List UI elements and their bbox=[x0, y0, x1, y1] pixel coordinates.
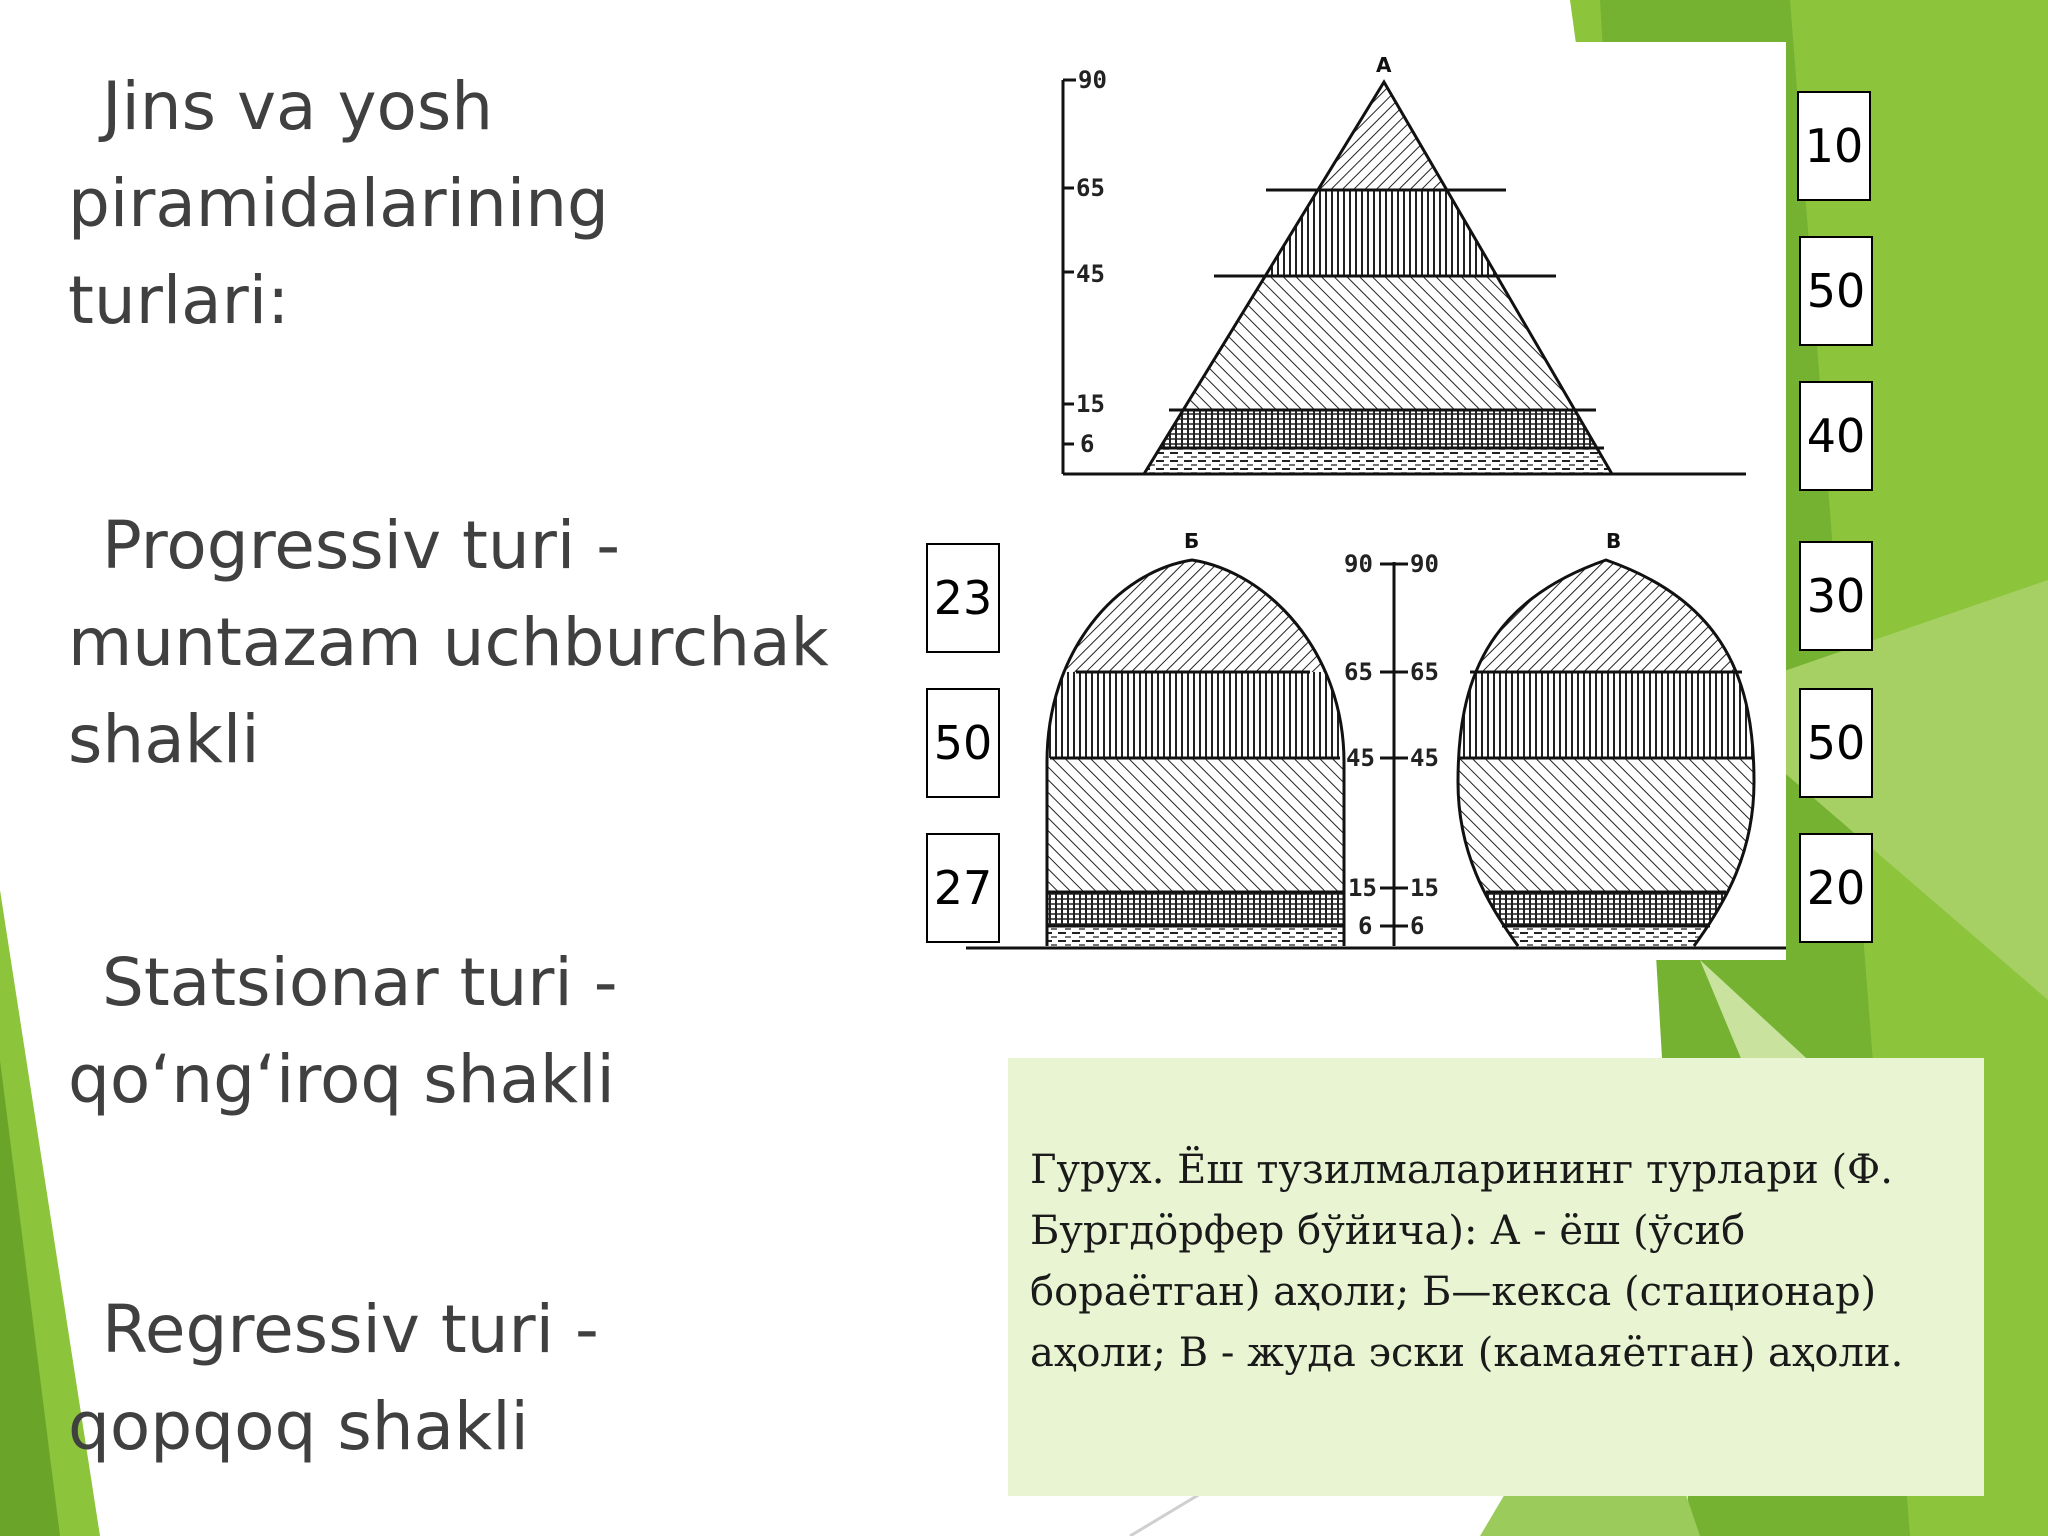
pyramid-b-label: Б bbox=[1184, 529, 1200, 553]
scale-top-tick-45: 45 bbox=[1076, 260, 1105, 288]
stationary-type-text bbox=[68, 934, 618, 1128]
box-b-middle: 50 bbox=[926, 688, 1000, 798]
regressive-line-2: qopqoq shakli bbox=[68, 1388, 529, 1465]
box-a-top: 10 bbox=[1797, 91, 1871, 201]
box-a-bottom: 40 bbox=[1799, 381, 1873, 491]
pyramid-c bbox=[1451, 552, 1761, 946]
pyramid-a-band-15-45 bbox=[1136, 276, 1616, 410]
scale-bottom-right-15: 15 bbox=[1410, 874, 1439, 902]
regressive-line-1: Regressiv turi - bbox=[102, 1291, 599, 1368]
pyramid-b-band-65-90 bbox=[1041, 552, 1351, 672]
scale-bottom-right-6: 6 bbox=[1410, 912, 1425, 940]
progressive-line-1: Progressiv turi - bbox=[102, 507, 621, 584]
box-a-middle: 50 bbox=[1799, 236, 1873, 346]
scale-bottom-ticks bbox=[1344, 550, 1439, 940]
scale-bottom-left-6: 6 bbox=[1358, 912, 1373, 940]
scale-top-tick-90: 90 bbox=[1078, 66, 1107, 94]
stationary-line-2: qo‘ng‘iroq shakli bbox=[68, 1041, 615, 1118]
slide-title bbox=[68, 58, 609, 349]
box-c-top: 30 bbox=[1799, 541, 1873, 651]
pyramid-c-band-0-6 bbox=[1451, 926, 1761, 946]
pyramid-b-band-0-6 bbox=[1041, 926, 1351, 946]
pyramid-c-band-15-45 bbox=[1451, 758, 1761, 892]
pyramid-b bbox=[1041, 552, 1351, 946]
scale-bottom-right-45: 45 bbox=[1410, 744, 1439, 772]
pyramid-a-band-0-6 bbox=[1136, 448, 1616, 474]
caption-line-2: Бургдӧрфер бўйича): А - ёш (ўсиб bbox=[1030, 1208, 1746, 1254]
scale-bottom-left-90: 90 bbox=[1344, 550, 1373, 578]
pyramid-b-band-45-65 bbox=[1041, 672, 1351, 758]
pyramid-b-band-6-15 bbox=[1041, 892, 1351, 926]
scale-top-tick-6: 6 bbox=[1080, 430, 1095, 458]
pyramid-a-band-6-15 bbox=[1136, 410, 1616, 448]
scale-bottom-right-90: 90 bbox=[1410, 550, 1439, 578]
box-b-top: 23 bbox=[926, 543, 1000, 653]
title-line-2: piramidalarining bbox=[68, 165, 609, 242]
caption-box bbox=[1008, 1058, 1984, 1496]
box-c-middle: 50 bbox=[1799, 688, 1873, 798]
scale-bottom-left-15: 15 bbox=[1348, 874, 1377, 902]
title-line-1: Jins va yosh bbox=[102, 68, 494, 145]
scale-bottom-right-65: 65 bbox=[1410, 658, 1439, 686]
regressive-type-text bbox=[68, 1281, 599, 1475]
pyramid-c-label: В bbox=[1606, 529, 1622, 553]
title-line-3: turlari: bbox=[68, 262, 290, 339]
pyramid-svg bbox=[946, 42, 1786, 960]
pyramid-a bbox=[1136, 82, 1616, 474]
pyramid-b-band-15-45 bbox=[1041, 758, 1351, 892]
pyramid-a-band-45-65 bbox=[1136, 190, 1616, 276]
pyramid-c-band-6-15 bbox=[1451, 892, 1761, 926]
pyramid-figure bbox=[946, 42, 1786, 960]
pyramid-c-band-65-90 bbox=[1451, 552, 1761, 672]
progressive-line-2: muntazam uchburchak bbox=[68, 604, 829, 681]
progressive-type-text bbox=[68, 497, 829, 788]
caption-line-4: аҳоли; В - жуда эски (камаяётган) аҳоли. bbox=[1030, 1330, 1904, 1376]
pyramid-a-label: А bbox=[1376, 53, 1392, 77]
caption-line-3: бораётган) аҳоли; Б—кекса (стационар) bbox=[1030, 1269, 1877, 1315]
scale-top-ticks bbox=[1076, 66, 1107, 458]
caption-line-1: Гурух. Ёш тузилмаларининг турлари (Ф. bbox=[1030, 1147, 1893, 1193]
progressive-line-3: shakli bbox=[68, 701, 260, 778]
scale-bottom-left-65: 65 bbox=[1344, 658, 1373, 686]
pyramid-a-band-65-90 bbox=[1136, 82, 1616, 190]
scale-top-tick-65: 65 bbox=[1076, 174, 1105, 202]
pyramid-c-band-45-65 bbox=[1451, 672, 1761, 758]
scale-top-tick-15: 15 bbox=[1076, 390, 1105, 418]
scale-bottom-left-45: 45 bbox=[1346, 744, 1375, 772]
box-c-bottom: 20 bbox=[1799, 833, 1873, 943]
box-b-bottom: 27 bbox=[926, 833, 1000, 943]
stationary-line-1: Statsionar turi - bbox=[102, 944, 618, 1021]
